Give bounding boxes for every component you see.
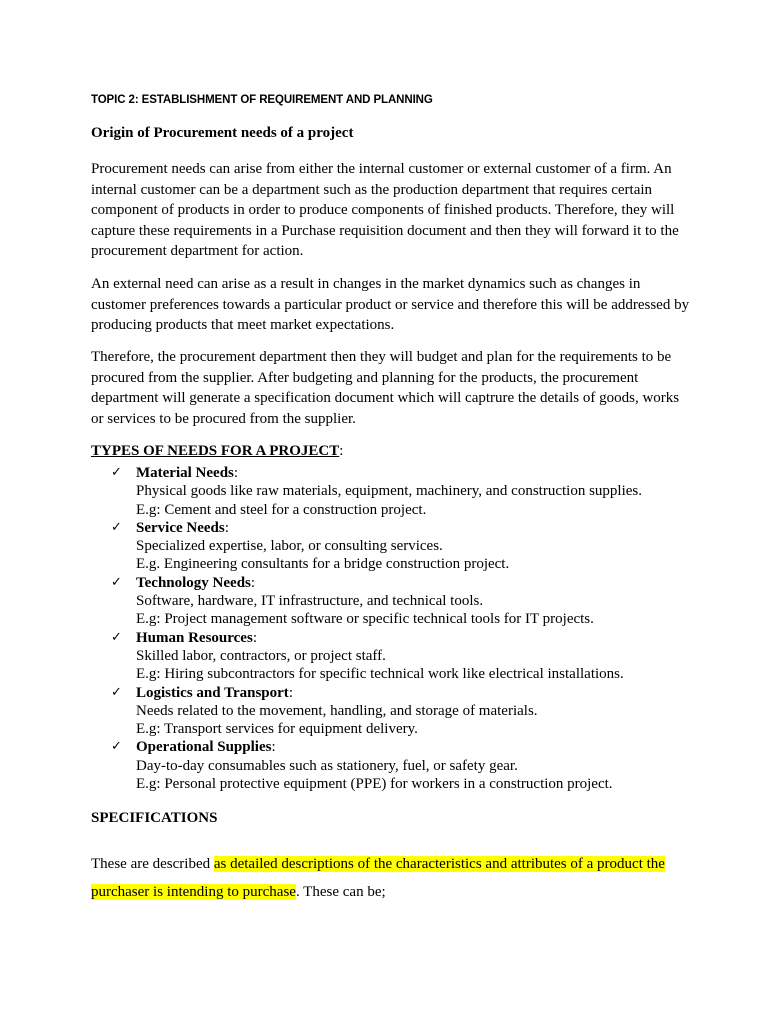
checkmark-icon: ✓	[111, 465, 122, 480]
need-title-colon: :	[224, 519, 229, 536]
need-item-human-resources	[91, 629, 711, 684]
need-description: Day-to-day consumables such as stationery, fuel, or safety gear.	[136, 757, 518, 774]
specifications-heading: SPECIFICATIONS	[91, 810, 218, 826]
need-title: Logistics and Transport	[136, 684, 289, 701]
need-title: Operational Supplies	[136, 739, 272, 756]
need-description: Needs related to the movement, handling, and storage of materials.	[136, 702, 538, 719]
checkmark-icon: ✓	[111, 684, 122, 700]
need-description: Physical goods like raw materials, equipment, machinery, and construction supplies.	[136, 483, 642, 500]
need-title: Material Needs	[136, 465, 234, 481]
need-example: E.g: Hiring subcontractors for specific technical work like electrical installations.	[136, 666, 624, 683]
need-title-colon: :	[233, 465, 239, 481]
need-example: E.g: Project management software or specific technical tools for IT projects.	[136, 611, 594, 628]
need-title-colon: :	[271, 739, 276, 756]
specifications-paragraph	[91, 851, 691, 906]
need-example: E.g: Personal protective equipment (PPE) for workers in a construction project.	[136, 776, 613, 793]
paragraph-budget-plan: Therefore, the procurement department then they will budget and plan for the requirements to be procured from the supplier. After budgeting and planning for the products, the procurement department will generate a specification document which will captrure the details of goods, works or services to be procured from the supplier.	[91, 349, 680, 427]
paragraph-internal-customer: Procurement needs can arise from either the internal customer or external customer of a firm. An internal customer can be a department such as the production department that requires certain component of products in order to produce components of finished products. Therefore, they will capture these requirements in a Purchase requisition document and then they will forward it to the procurement department for action.	[91, 161, 679, 260]
types-heading-text: TYPES OF NEEDS FOR A PROJECT	[91, 443, 340, 459]
final-text-after: . These can be;	[295, 883, 386, 900]
need-title: Service Needs	[136, 519, 225, 536]
need-title-colon: :	[250, 574, 256, 591]
need-item-technology	[91, 574, 711, 629]
need-title-colon: :	[252, 629, 257, 646]
topic-heading: TOPIC 2: ESTABLISHMENT OF REQUIREMENT AND PLANNING	[91, 94, 433, 106]
paragraph-external-need: An external need can arise as a result in changes in the market dynamics such as changes in customer preferences towards a particular product or service and therefore this will be addressed by producing products that meet market expectations.	[91, 276, 690, 334]
need-description: Software, hardware, IT infrastructure, and technical tools.	[136, 593, 484, 610]
checkmark-icon: ✓	[111, 739, 122, 755]
need-example: E.g: Cement and steel for a construction project.	[136, 501, 427, 518]
need-title: Human Resources	[136, 629, 253, 646]
need-item-service	[91, 519, 711, 574]
needs-list	[91, 464, 711, 793]
need-example: E.g: Transport services for equipment delivery.	[136, 721, 418, 738]
need-item-material	[91, 464, 711, 519]
checkmark-icon: ✓	[111, 574, 122, 590]
need-description: Skilled labor, contractors, or project staff.	[136, 647, 386, 664]
need-item-logistics	[91, 684, 711, 739]
need-title-colon: :	[288, 684, 293, 701]
checkmark-icon: ✓	[111, 519, 122, 535]
need-example: E.g. Engineering consultants for a bridge construction project.	[136, 556, 510, 573]
types-of-needs-heading	[91, 443, 343, 460]
need-description: Specialized expertise, labor, or consulting services.	[136, 538, 443, 555]
highlighted-definition: as detailed descriptions of the characteristics and attributes of a product the purchaser is intending to purchase	[91, 856, 665, 900]
final-text-before: These are described	[91, 856, 214, 872]
types-heading-colon: :	[339, 443, 344, 459]
origin-heading: Origin of Procurement needs of a project	[91, 125, 354, 141]
need-item-operational-supplies	[91, 738, 711, 793]
need-title: Technology Needs	[136, 574, 251, 591]
checkmark-icon: ✓	[111, 629, 122, 645]
